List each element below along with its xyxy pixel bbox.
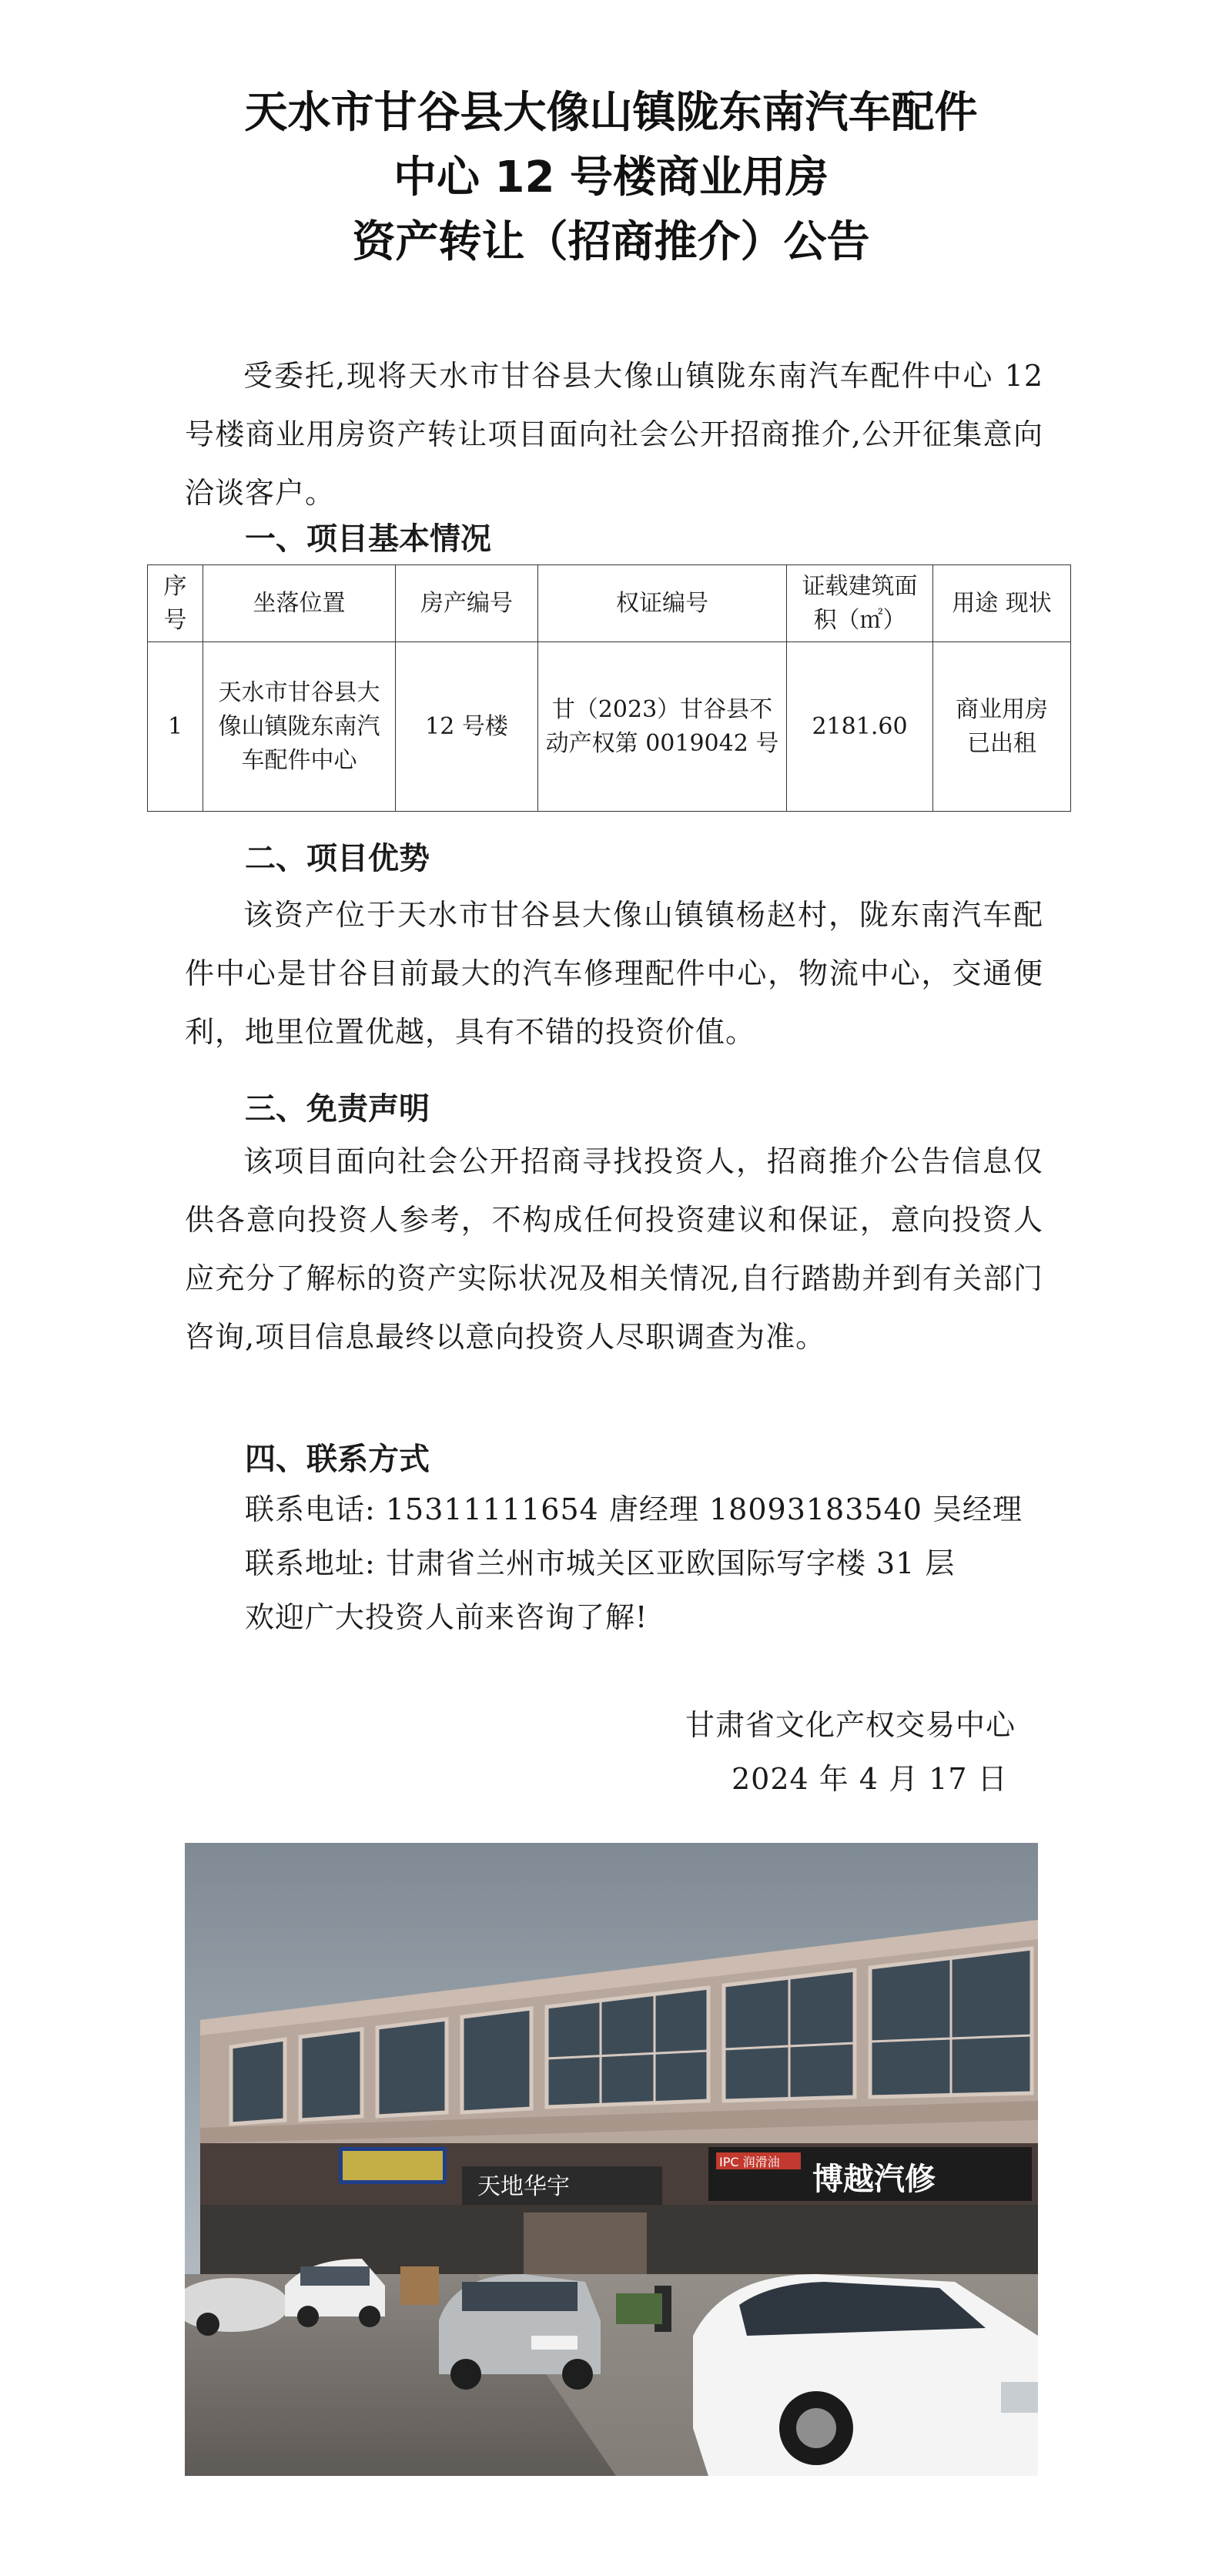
contact-address: 联系地址: 甘肃省兰州市城关区亚欧国际写字楼 31 层	[245, 1546, 956, 1580]
header-house-no: 房产编号	[396, 565, 538, 642]
contact-phone: 联系电话: 15311111654 唐经理 18093183540 吴经理	[245, 1492, 1023, 1526]
signature-org: 甘肃省文化产权交易中心	[685, 1708, 1016, 1742]
section-3-body: 该项目面向社会公开招商寻找投资人，招商推介公告信息仅供各意向投资人参考，不构成任何投资建议和保证，意向投资人应充分了解标的资产实际状况及相关情况,自行踏勘并到有关部门咨询,项目信息最终以意向投资人尽职调查为准。	[185, 1144, 1043, 1354]
header-no: 序号	[148, 565, 203, 642]
cell-usage: 商业用房	[956, 695, 1048, 723]
section-4-heading: 四、联系方式	[245, 1442, 430, 1477]
title-line-3: 资产转让（招商推介）公告	[352, 217, 870, 267]
cell-usage-status	[933, 642, 1071, 812]
header-area: 证载建筑面积（㎡）	[787, 565, 933, 642]
cell-house-no: 12 号楼	[396, 642, 538, 812]
car-white-suv-right	[693, 2274, 1038, 2476]
car-silver-suv	[439, 2274, 601, 2390]
section-2-body: 该资产位于天水市甘谷县大像山镇镇杨赵村，陇东南汽车配件中心是甘谷目前最大的汽车修理配件中心，物流中心，交通便利，地里位置优越，具有不错的投资价值。	[185, 898, 1043, 1049]
cell-area: 2181.60	[787, 642, 933, 812]
section-3-heading: 三、免责声明	[245, 1091, 430, 1127]
shop-sign-2: 博越汽修	[812, 2162, 936, 2197]
table-header-row	[148, 565, 1071, 642]
table-row	[148, 642, 1071, 812]
shop-sign-3: IPC 润滑油	[719, 2155, 780, 2169]
intro-paragraph: 受委托,现将天水市甘谷县大像山镇陇东南汽车配件中心 12 号楼商业用房资产转让项目面向社会公开招商推介,公开征集意向洽谈客户。	[185, 359, 1043, 510]
cell-no: 1	[148, 642, 203, 812]
cell-status: 已出租	[967, 729, 1036, 757]
shop-sign-1: 天地华宇	[477, 2173, 570, 2200]
section-1-heading: 一、项目基本情况	[245, 521, 491, 557]
header-usage-status: 用途 现状	[933, 565, 1071, 642]
section-2-heading: 二、项目优势	[245, 841, 430, 876]
signature-date: 2024 年 4 月 17 日	[732, 1762, 1008, 1796]
cell-location: 天水市甘谷县大像山镇陇东南汽车配件中心	[203, 642, 396, 812]
asset-info-table	[147, 564, 1071, 812]
title-line-2: 中心 12 号楼商业用房	[393, 152, 829, 203]
welcome-line: 欢迎广大投资人前来咨询了解!	[245, 1600, 648, 1634]
header-cert-no: 权证编号	[538, 565, 787, 642]
cell-cert-no: 甘（2023）甘谷县不动产权第 0019042 号	[538, 642, 787, 812]
header-location: 坐落位置	[203, 565, 396, 642]
document-title	[0, 81, 1222, 275]
building-photo	[185, 1843, 1038, 2476]
title-line-1: 天水市甘谷县大像山镇陇东南汽车配件	[244, 88, 978, 138]
